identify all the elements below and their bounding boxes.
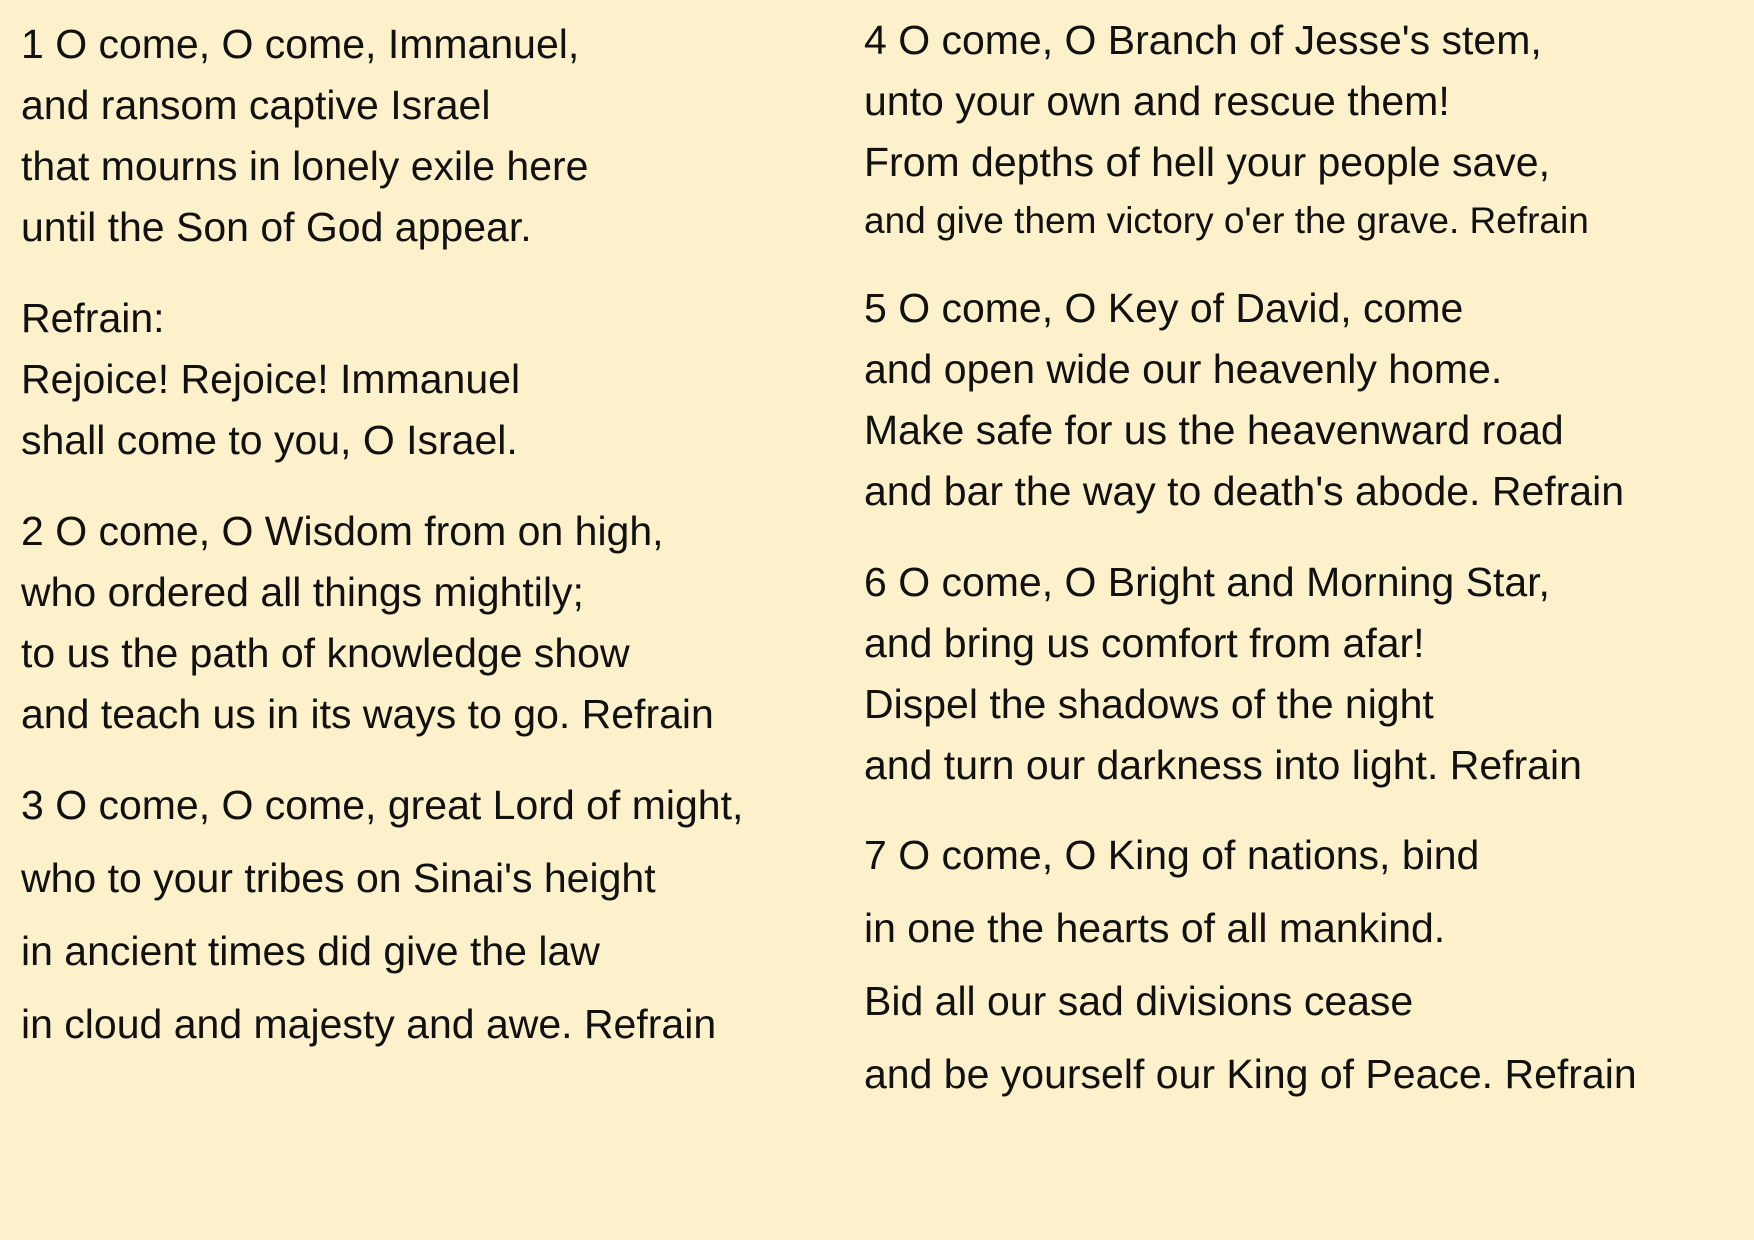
verse-5-line-4: and bar the way to death's abode. Refrain [864, 468, 1625, 514]
verse-7-line-2: in one the hearts of all mankind. [864, 905, 1446, 951]
refrain-line-1: Rejoice! Rejoice! Immanuel [21, 356, 521, 402]
refrain-line-2: shall come to you, O Israel. [21, 417, 518, 463]
verse-3-line-3: in ancient times did give the law [21, 928, 600, 974]
verse-2-line-4: and teach us in its ways to go. Refrain [21, 691, 714, 737]
verse-6-line-2: and bring us comfort from afar! [864, 620, 1425, 666]
verse-4-line-2: unto your own and rescue them! [864, 78, 1450, 124]
verse-3-line-4: in cloud and majesty and awe. Refrain [21, 1001, 717, 1047]
verse-5-line-3: Make safe for us the heavenward road [864, 407, 1564, 453]
verse-5-line-2: and open wide our heavenly home. [864, 346, 1503, 392]
verse-1-line-2: and ransom captive Israel [21, 82, 491, 128]
verse-6-line-3: Dispel the shadows of the night [864, 681, 1434, 727]
verse-2-line-1: 2 O come, O Wisdom from on high, [21, 508, 664, 554]
verse-6-line-4: and turn our darkness into light. Refrain [864, 742, 1582, 788]
verse-4-line-1: 4 O come, O Branch of Jesse's stem, [864, 17, 1542, 63]
verse-7-line-4: and be yourself our King of Peace. Refrain [864, 1051, 1637, 1097]
verse-4-line-3: From depths of hell your people save, [864, 139, 1550, 185]
verse-3-line-1: 3 O come, O come, great Lord of might, [21, 782, 744, 828]
verse-3-line-2: who to your tribes on Sinai's height [21, 855, 656, 901]
verse-1-line-4: until the Son of God appear. [21, 204, 532, 250]
verse-7-line-1: 7 O come, O King of nations, bind [864, 832, 1480, 878]
verse-1-line-3: that mourns in lonely exile here [21, 143, 589, 189]
verse-1-line-1: 1 O come, O come, Immanuel, [21, 21, 580, 67]
verse-6-line-1: 6 O come, O Bright and Morning Star, [864, 559, 1550, 605]
verse-2-line-2: who ordered all things mightily; [21, 569, 584, 615]
verse-4-line-4: and give them victory o'er the grave. Refrain [864, 200, 1589, 241]
verse-2-line-3: to us the path of knowledge show [21, 630, 630, 676]
verse-7-line-3: Bid all our sad divisions cease [864, 978, 1414, 1024]
verse-5-line-1: 5 O come, O Key of David, come [864, 285, 1464, 331]
refrain-heading: Refrain: [21, 295, 165, 341]
